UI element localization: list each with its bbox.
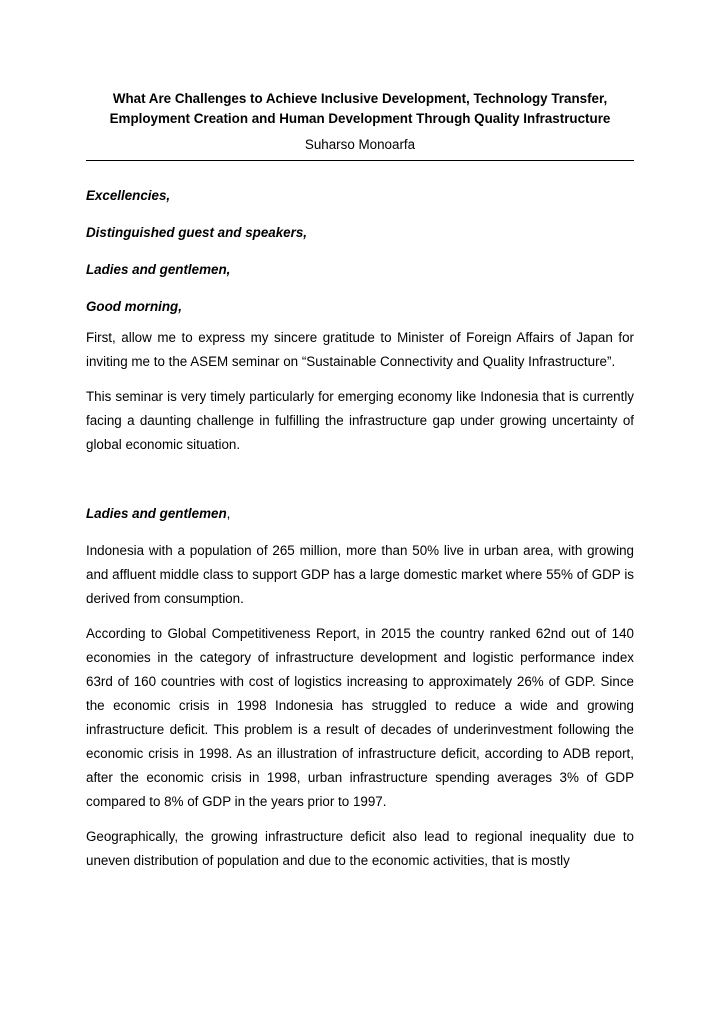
section-heading-emphasis: Ladies and gentlemen [86,506,227,521]
salutation-ladies-gentlemen: Ladies and gentlemen, [86,262,231,277]
salutation-list [86,186,634,317]
salutation-excellencies: Excellencies, [86,188,171,203]
document-title [86,0,634,129]
section-heading [86,504,634,524]
paragraph-gratitude: First, allow me to express my sincere gratitude to Minister of Foreign Affairs of Japan for inviting me to the ASEM seminar on “Sustainable Connectivity and Quality Infrastructure”. [86,330,634,369]
paragraph-population: Indonesia with a population of 265 million, more than 50% live in urban area, with growing and affluent middle class to support GDP has a large domestic market where 55% of GDP is derived from consumption. [86,543,634,606]
author-name: Suharso Monoarfa [304,137,416,152]
salutation-good-morning: Good morning, [86,299,182,314]
title-line-2: Employment Creation and Human Development Through Quality Infrastructure [109,111,611,126]
section-heading-suffix: , [226,506,231,521]
document-page [86,0,634,873]
title-divider [86,160,634,161]
paragraph-timely-seminar: This seminar is very timely particularly for emerging economy like Indonesia that is currently facing a daunting challenge in fulfilling the infrastructure gap under growing uncertainty of global economic situation. [86,389,634,452]
title-line-1: What Are Challenges to Achieve Inclusive Development, Technology Transfer, [112,91,608,106]
paragraph-regional-inequality: Geographically, the growing infrastructure deficit also lead to regional inequality due to uneven distribution of population and due to the economic activities, that is mostly [86,829,634,868]
salutation-guests: Distinguished guest and speakers, [86,225,308,240]
paragraph-competitiveness: According to Global Competitiveness Report, in 2015 the country ranked 62nd out of 140 economies in the category of infrastructure development and logistic performance index 63rd of 160 countries with cost of logistics increasing to approximately 26% of GDP. Since the economic crisis in 1998 Indonesia has struggled to reduce a wide and growing infrastructure deficit. This problem is a result of decades of underinvestment following the economic crisis in 1998. As an illustration of infrastructure deficit, according to ADB report, after the economic crisis in 1998, urban infrastructure spending averages 3% of GDP compared to 8% of GDP in the years prior to 1997. [86,626,634,809]
